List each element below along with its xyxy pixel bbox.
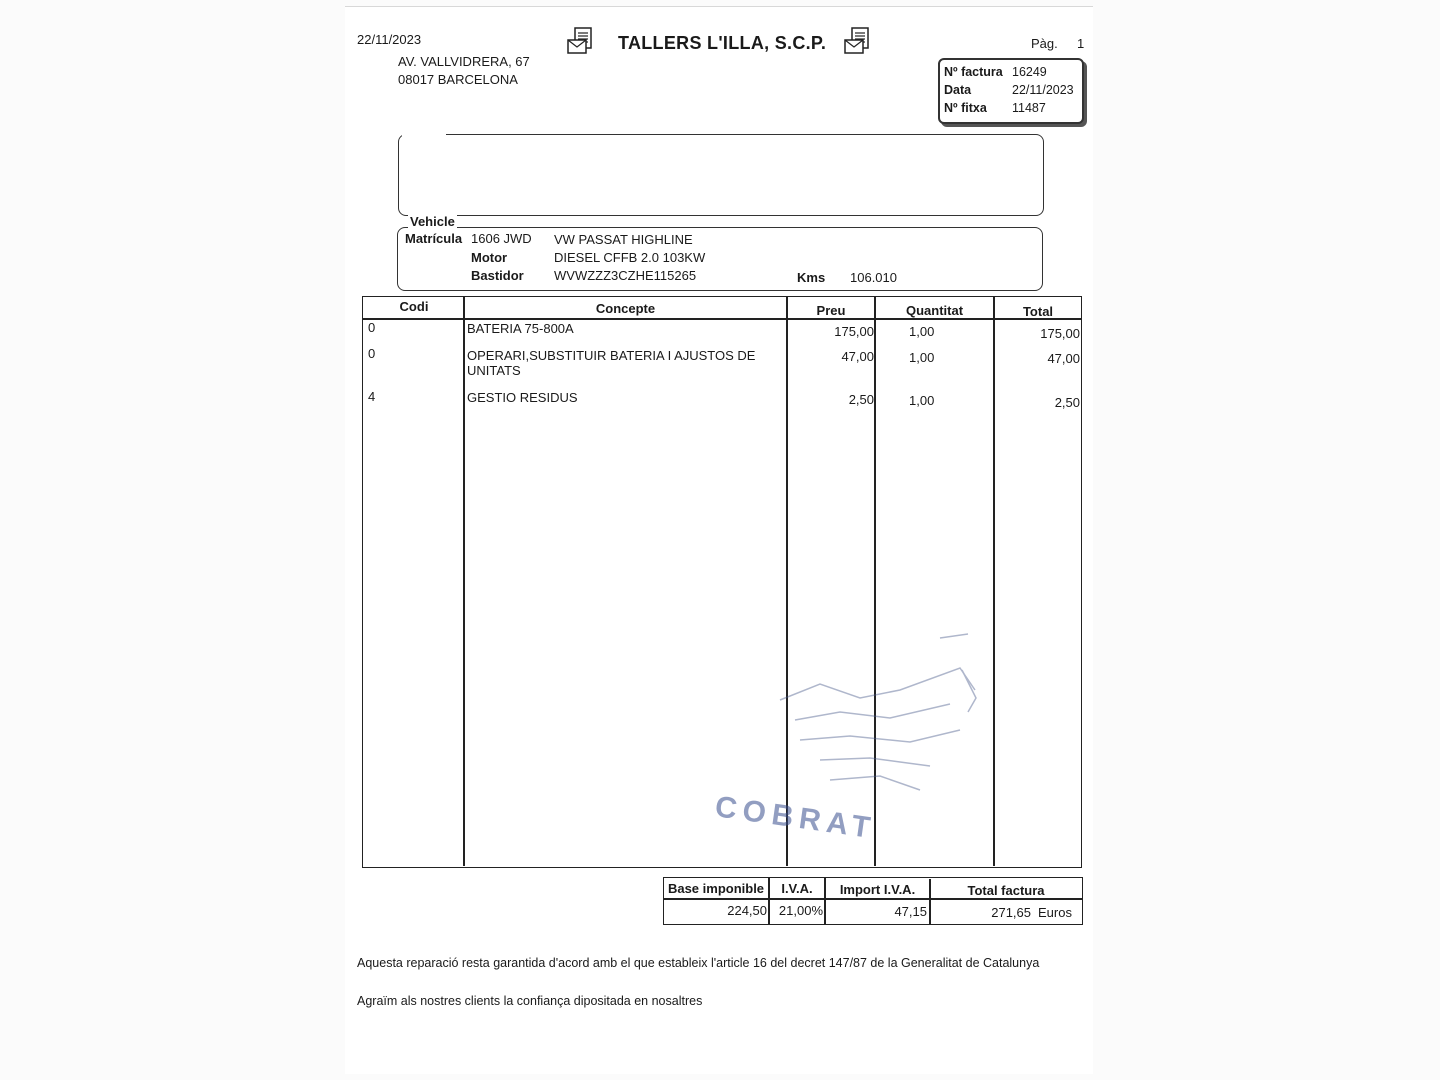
invoice-number-label: Nº factura xyxy=(944,65,1003,79)
row-quantity: 1,00 xyxy=(909,350,935,365)
totals-divider xyxy=(663,898,1083,900)
row-quantity: 1,00 xyxy=(909,393,935,408)
column-divider xyxy=(463,296,465,866)
row-price: 47,00 xyxy=(841,349,874,364)
row-concept: OPERARI,SUBSTITUIR BATERIA I AJUSTOS DE UNITATS xyxy=(467,348,756,378)
row-code: 0 xyxy=(368,346,376,361)
plate-value: 1606 JWD xyxy=(471,231,532,246)
page-number: 1 xyxy=(1077,36,1085,51)
header-code: Codi xyxy=(399,299,429,314)
kms-value: 106.010 xyxy=(850,270,897,285)
row-price: 2,50 xyxy=(848,392,874,407)
file-number-label: Nº fitxa xyxy=(944,101,987,115)
invoice-date-label: Data xyxy=(944,83,972,97)
currency: Euros xyxy=(1038,905,1072,920)
header-quantity: Quantitat xyxy=(905,303,964,318)
header-date: 22/11/2023 xyxy=(357,32,422,47)
stamp-text: COBRAT xyxy=(713,790,879,846)
company-name: TALLERS L'ILLA, S.C.P. xyxy=(618,33,827,53)
row-code: 4 xyxy=(368,389,376,404)
engine-value: DIESEL CFFB 2.0 103KW xyxy=(554,250,706,265)
column-divider xyxy=(993,296,995,866)
paid-stamp xyxy=(700,620,990,850)
row-concept: BATERIA 75-800A xyxy=(467,321,574,336)
base-value: 224,50 xyxy=(727,903,767,918)
table-header-divider xyxy=(362,318,1082,320)
thanks-note: Agraïm als nostres clients la confiança dipositada en nosaltres xyxy=(357,994,703,1008)
scan-edge-line xyxy=(345,6,1093,7)
row-total: 47,00 xyxy=(1047,351,1080,366)
row-concept: GESTIO RESIDUS xyxy=(467,390,578,405)
page-label: Pàg. xyxy=(1031,36,1058,51)
chassis-label: Bastidor xyxy=(471,268,524,283)
vat-value: 21,00% xyxy=(778,903,823,918)
vat-amount-value: 47,15 xyxy=(894,904,927,919)
vat-amount-label: Import I.V.A. xyxy=(839,882,916,897)
plate-label: Matrícula xyxy=(405,231,463,246)
total-value: 271,65 xyxy=(991,905,1031,920)
row-quantity: 1,00 xyxy=(909,324,935,339)
kms-label: Kms xyxy=(797,270,826,285)
row-code: 0 xyxy=(368,320,376,335)
invoice-date: 22/11/2023 xyxy=(1012,83,1074,97)
vat-label: I.V.A. xyxy=(781,881,813,896)
address-line-1: AV. VALLVIDRERA, 67 xyxy=(398,54,530,69)
row-price: 175,00 xyxy=(834,324,874,339)
invoice-info-box xyxy=(938,58,1084,124)
file-number: 11487 xyxy=(1012,101,1046,115)
vehicle-legend: Vehicle xyxy=(410,214,455,229)
header-price: Preu xyxy=(816,303,846,318)
guarantee-note: Aquesta reparació resta garantida d'acord amb el que estableix l'article 16 del decret 147/87 de la Generalitat de Catalunya xyxy=(357,956,1040,970)
customer-box-gap xyxy=(402,129,446,137)
engine-label: Motor xyxy=(471,250,508,265)
document-stack-icon xyxy=(843,26,873,56)
header-total: Total xyxy=(1022,304,1054,319)
vehicle-model: VW PASSAT HIGHLINE xyxy=(554,232,693,247)
customer-box xyxy=(398,134,1044,216)
base-label: Base imponible xyxy=(667,881,765,896)
header-concept: Concepte xyxy=(595,301,656,316)
row-total: 2,50 xyxy=(1054,395,1080,410)
total-label: Total factura xyxy=(967,883,1045,898)
row-total: 175,00 xyxy=(1040,326,1080,341)
address-line-2: 08017 BARCELONA xyxy=(398,72,518,87)
chassis-value: WVWZZZ3CZHE115265 xyxy=(554,268,697,283)
document-stack-icon xyxy=(566,26,596,56)
invoice-number: 16249 xyxy=(1012,65,1047,79)
